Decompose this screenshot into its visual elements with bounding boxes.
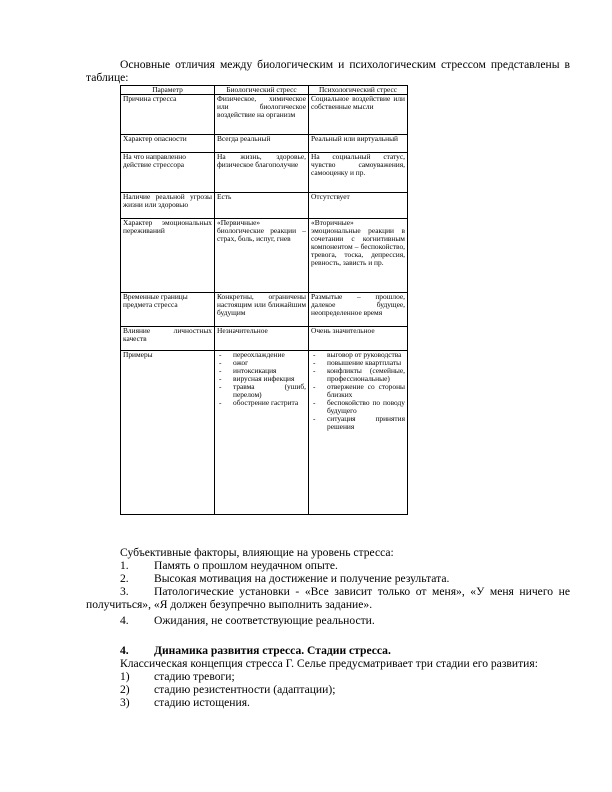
examples-biological-list — [217, 351, 306, 407]
table-row-examples — [121, 351, 408, 515]
table-row — [121, 327, 408, 351]
list-item: - интоксикация — [217, 367, 306, 375]
list-item: - обострение гастрита — [217, 399, 306, 407]
table-cell: Временные границы предмета стресса — [121, 293, 215, 327]
list-item: - вирусная инфекция — [217, 375, 306, 383]
table-cell: На жизнь, здоровье, физическое благополучие — [215, 153, 309, 193]
table-cell: Характер эмоциональных переживаний — [121, 219, 215, 293]
table-row — [121, 293, 408, 327]
factor-item-3: 3. Патологические установки - «Все зависит только от меня», «У меня ничего не получиться», «Я должен безупречно выполнить задание». — [86, 585, 570, 611]
header-biological: Биологический стресс — [215, 86, 309, 95]
table-cell: «Вторичные» эмоциональные реакции в сочетании с когнитивным компонентом – беспокойство, тревога, тоска, депрессия, ревность, зависть и пр. — [309, 219, 408, 293]
intro-paragraph: Основные отличия между биологическим и психологическим стрессом представлены в таблице: — [86, 58, 570, 84]
table-cell: Примеры — [121, 351, 215, 515]
examples-psychological-list — [311, 351, 405, 431]
table-cell: Физическое, химическое или биологическое воздействие на организм — [215, 95, 309, 135]
list-item: - отвержение со стороны близких — [311, 383, 405, 399]
list-item: - выговор от руководства — [311, 351, 405, 359]
table-cell: «Первичные» биологические реакции – страх, боль, испуг, гнев — [215, 219, 309, 293]
stage-item-1: 1) стадию тревоги; — [120, 670, 235, 683]
examples-psychological-cell — [309, 351, 408, 515]
table-row — [121, 153, 408, 193]
table-cell: Незначительное — [215, 327, 309, 351]
factor-item-4: 4. Ожидания, не соответствующие реальности. — [120, 614, 375, 627]
table-cell: Реальный или виртуальный — [309, 135, 408, 153]
table-row — [121, 135, 408, 153]
table-cell: Отсутствует — [309, 193, 408, 219]
table-cell: Характер опасности — [121, 135, 215, 153]
factors-block — [120, 546, 570, 585]
table-cell: Наличие реальной угрозы жизни или здоровью — [121, 193, 215, 219]
table-cell: На что направленно действие стрессора — [121, 153, 215, 193]
section-block — [120, 644, 570, 709]
stage-item-2: 2) стадию резистентности (адаптации); — [120, 683, 336, 696]
table-cell: Очень значительное — [309, 327, 408, 351]
table-cell: Конкретны, ограничены настоящим или ближайшим будущим — [215, 293, 309, 327]
table-cell: Размытые – прошлое, далекое будущее, неопределенное время — [309, 293, 408, 327]
table-cell: Есть — [215, 193, 309, 219]
header-parameter: Параметр — [121, 86, 215, 95]
section-text: Классическая концепция стресса Г. Селье предусматривает три стадии его развития: — [120, 657, 538, 670]
list-item: - беспокойство по поводу будущего — [311, 399, 405, 415]
table-cell: На социальный статус, чувство самоуважения, самооценку и пр. — [309, 153, 408, 193]
table-cell: Влияние личностных качеств — [121, 327, 215, 351]
factors-title: Субъективные факторы, влияющие на уровень стресса: — [120, 546, 394, 559]
table-row — [121, 193, 408, 219]
stress-comparison-table — [120, 85, 408, 515]
list-item: - переохлаждение — [217, 351, 306, 359]
factor-item-2: 2. Высокая мотивация на достижение и получение результата. — [120, 572, 450, 585]
list-item: - ожог — [217, 359, 306, 367]
table-row — [121, 95, 408, 135]
section-heading: 4. Динамика развития стресса. Стадии стресса. — [120, 644, 391, 657]
table-cell: Причина стресса — [121, 95, 215, 135]
list-item: - травма (ушиб, перелом) — [217, 383, 306, 399]
factor-item-1: 1. Память о прошлом неудачном опыте. — [120, 559, 338, 572]
examples-biological-cell — [215, 351, 309, 515]
table-row — [121, 219, 408, 293]
header-psychological: Психологический стресс — [309, 86, 408, 95]
stage-item-3: 3) стадию истощения. — [120, 696, 250, 709]
list-item: - ситуация принятия решения — [311, 415, 405, 431]
table-cell: Социальное воздействие или собственные мысли — [309, 95, 408, 135]
list-item: - повышение квартплаты — [311, 359, 405, 367]
table-cell: Всегда реальный — [215, 135, 309, 153]
list-item: - конфликты (семейные, профессиональные) — [311, 367, 405, 383]
